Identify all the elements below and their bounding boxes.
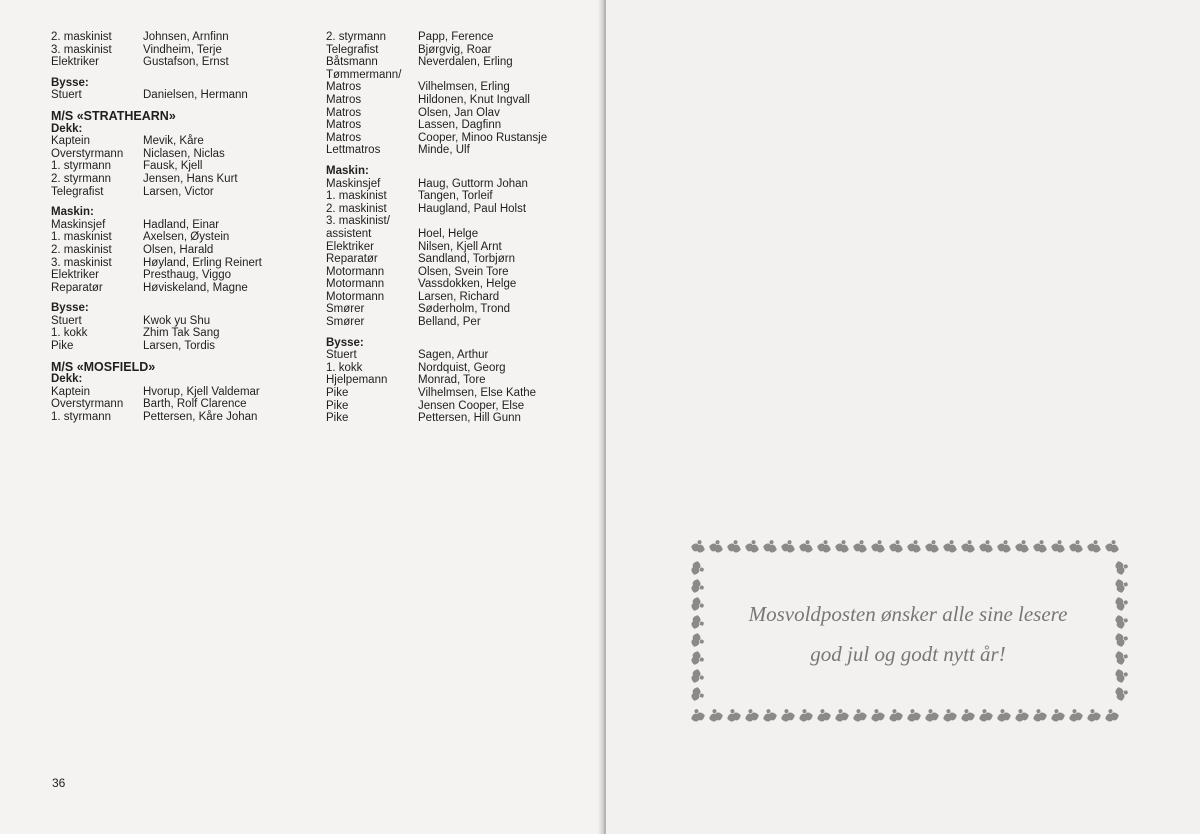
holly-leaf-icon bbox=[690, 578, 705, 595]
crew-name: Monrad, Tore bbox=[418, 374, 486, 387]
crew-entry bbox=[326, 69, 596, 82]
holly-leaf-icon bbox=[1031, 707, 1048, 722]
crew-name: Larsen, Victor bbox=[143, 185, 214, 198]
crew-name: Tangen, Torleif bbox=[418, 190, 493, 203]
crew-name: Hvorup, Kjell Valdemar bbox=[143, 385, 260, 398]
crew-entry bbox=[326, 132, 596, 145]
crew-role: Tømmermann/ bbox=[326, 68, 402, 81]
holly-leaf-icon bbox=[923, 707, 940, 722]
crew-entry bbox=[326, 190, 596, 203]
crew-name: Larsen, Richard bbox=[418, 290, 500, 303]
holly-leaf-icon bbox=[996, 540, 1013, 554]
crew-role: 3. maskinist/ bbox=[326, 215, 390, 228]
crew-name: Søderholm, Trond bbox=[418, 303, 511, 316]
holly-leaf-icon bbox=[1050, 540, 1067, 554]
holly-leaf-icon bbox=[1032, 540, 1049, 554]
holly-leaf-icon bbox=[690, 540, 707, 554]
holly-leaf-icon bbox=[743, 707, 760, 722]
crew-name: Mevik, Kåre bbox=[143, 135, 204, 148]
holly-leaf-icon bbox=[1085, 707, 1102, 722]
spacer bbox=[51, 198, 321, 206]
crew-list-column-2 bbox=[326, 31, 596, 425]
crew-name: Hildonen, Knut Ingvall bbox=[418, 93, 530, 106]
crew-role: 2. styrmann bbox=[326, 31, 387, 43]
crew-entry bbox=[326, 362, 596, 375]
crew-role: Matros bbox=[326, 131, 362, 144]
crew-entry bbox=[51, 315, 321, 328]
crew-entry bbox=[51, 269, 321, 282]
holly-leaf-icon bbox=[762, 540, 779, 554]
holly-leaf-icon bbox=[851, 707, 868, 722]
crew-entry bbox=[51, 327, 321, 340]
crew-role: 1. maskinist bbox=[51, 231, 112, 244]
holly-leaf-icon bbox=[906, 540, 923, 554]
holly-leaf-icon bbox=[977, 707, 994, 722]
crew-list-column-1 bbox=[51, 31, 321, 424]
greeting-line-1: Mosvoldposten ønsker alle sine lesere bbox=[748, 602, 1068, 626]
crew-name: Lassen, Dagfinn bbox=[418, 119, 502, 132]
crew-role: 1. kokk bbox=[326, 361, 363, 374]
holly-leaf-icon bbox=[744, 540, 761, 554]
holly-leaf-icon bbox=[869, 707, 886, 722]
crew-entry bbox=[51, 173, 321, 186]
holly-leaf-icon bbox=[816, 540, 833, 554]
crew-role: 1. kokk bbox=[51, 327, 88, 340]
crew-entry bbox=[326, 203, 596, 216]
holly-leaf-icon bbox=[960, 540, 977, 554]
holly-leaf-icon bbox=[707, 707, 724, 722]
crew-entry bbox=[326, 266, 596, 279]
crew-role: 2. maskinist bbox=[51, 31, 112, 43]
section-heading: Bysse: bbox=[326, 336, 364, 349]
holly-leaf-icon bbox=[834, 540, 851, 554]
crew-name: Pettersen, Kåre Johan bbox=[143, 411, 258, 424]
crew-entry bbox=[326, 278, 596, 291]
crew-name: Papp, Ference bbox=[418, 31, 494, 43]
section-heading: Maskin: bbox=[326, 164, 369, 177]
crew-name: Belland, Per bbox=[418, 316, 481, 329]
crew-name: Axelsen, Øystein bbox=[143, 231, 230, 244]
holly-leaf-icon bbox=[690, 686, 705, 703]
crew-name: Høviskeland, Magne bbox=[143, 281, 248, 294]
greeting-text bbox=[708, 594, 1108, 674]
crew-role: Motormann bbox=[326, 290, 385, 303]
section-heading: Dekk: bbox=[51, 373, 83, 386]
crew-role: Lettmatros bbox=[326, 144, 381, 157]
crew-name: Vindheim, Terje bbox=[143, 43, 222, 56]
holly-leaf-icon bbox=[1067, 707, 1084, 722]
crew-role: Pike bbox=[51, 340, 74, 353]
crew-role: Overstyrmann bbox=[51, 398, 124, 411]
crew-role: Hjelpemann bbox=[326, 374, 388, 387]
crew-name: Zhim Tak Sang bbox=[143, 327, 220, 340]
crew-role: assistent bbox=[326, 227, 372, 240]
crew-entry bbox=[51, 386, 321, 399]
holly-leaf-icon bbox=[815, 707, 832, 722]
crew-role: 1. styrmann bbox=[51, 411, 112, 424]
holly-leaf-icon bbox=[690, 596, 705, 613]
holly-leaf-icon bbox=[905, 707, 922, 722]
crew-name: Haug, Guttorm Johan bbox=[418, 177, 528, 190]
holly-leaf-icon bbox=[1068, 540, 1085, 554]
holly-leaf-icon bbox=[1014, 540, 1031, 554]
crew-role: Overstyrmann bbox=[51, 147, 124, 160]
crew-role: Matros bbox=[326, 93, 362, 106]
holly-leaf-icon bbox=[1049, 707, 1066, 722]
crew-role: Matros bbox=[326, 81, 362, 94]
crew-entry bbox=[326, 349, 596, 362]
crew-role: Telegrafist bbox=[51, 185, 104, 198]
crew-entry bbox=[326, 303, 596, 316]
crew-entry bbox=[51, 244, 321, 257]
holly-leaf-icon bbox=[852, 540, 869, 554]
ship-heading: M/S «STRATHEARN» bbox=[51, 108, 176, 123]
greeting-frame bbox=[688, 540, 1128, 725]
holly-leaf-icon bbox=[761, 707, 778, 722]
holly-leaf-icon bbox=[870, 540, 887, 554]
crew-entry bbox=[326, 228, 596, 241]
crew-name: Høyland, Erling Reinert bbox=[143, 256, 262, 269]
crew-role: Stuert bbox=[51, 89, 82, 102]
holly-leaf-icon bbox=[690, 614, 705, 631]
crew-entry bbox=[51, 219, 321, 232]
crew-name: Bjørgvig, Roar bbox=[418, 43, 492, 56]
spacer bbox=[326, 157, 596, 165]
crew-entry bbox=[51, 89, 321, 102]
crew-role: Kaptein bbox=[51, 385, 91, 398]
crew-role: Kaptein bbox=[51, 135, 91, 148]
crew-name: Neverdalen, Erling bbox=[418, 56, 513, 69]
crew-name: Olsen, Jan Olav bbox=[418, 106, 500, 119]
crew-name: Presthaug, Viggo bbox=[143, 269, 232, 282]
crew-role: Telegrafist bbox=[326, 43, 379, 56]
crew-entry bbox=[51, 411, 321, 424]
spacer bbox=[51, 69, 321, 77]
crew-role: Smører bbox=[326, 316, 365, 329]
holly-leaf-icon bbox=[942, 540, 959, 554]
crew-role: Pike bbox=[326, 387, 349, 400]
holly-leaf-icon bbox=[690, 668, 705, 685]
crew-entry bbox=[51, 257, 321, 270]
crew-name: Pettersen, Hill Gunn bbox=[418, 412, 521, 425]
crew-name: Jensen, Hans Kurt bbox=[143, 172, 238, 185]
crew-role: 3. maskinist bbox=[51, 43, 112, 56]
crew-role: Stuert bbox=[326, 349, 357, 362]
crew-entry bbox=[51, 398, 321, 411]
crew-entry bbox=[51, 186, 321, 199]
crew-name: Niclasen, Niclas bbox=[143, 147, 225, 160]
holly-leaf-icon bbox=[1114, 667, 1128, 684]
crew-entry bbox=[51, 31, 321, 44]
crew-entry bbox=[51, 56, 321, 69]
holly-leaf-icon bbox=[779, 707, 796, 722]
crew-name: Sandland, Torbjørn bbox=[418, 253, 515, 266]
crew-role: 2. maskinist bbox=[326, 202, 387, 215]
crew-entry bbox=[326, 387, 596, 400]
page-number: 36 bbox=[52, 776, 66, 790]
crew-entry bbox=[326, 31, 596, 44]
crew-role: Smører bbox=[326, 303, 365, 316]
crew-role: Maskinsjef bbox=[326, 177, 381, 190]
holly-leaf-icon bbox=[797, 707, 814, 722]
holly-leaf-icon bbox=[941, 707, 958, 722]
crew-entry bbox=[326, 107, 596, 120]
crew-name: Nordquist, Georg bbox=[418, 361, 506, 374]
spacer bbox=[326, 329, 596, 337]
holly-leaf-icon bbox=[1114, 649, 1128, 666]
crew-name: Sagen, Arthur bbox=[418, 349, 489, 362]
crew-entry bbox=[326, 291, 596, 304]
section-heading: Bysse: bbox=[51, 76, 89, 89]
crew-entry bbox=[51, 135, 321, 148]
holly-leaf-icon bbox=[780, 540, 797, 554]
crew-role: Elektriker bbox=[326, 240, 374, 253]
crew-name: Larsen, Tordis bbox=[143, 340, 216, 353]
crew-role: Elektriker bbox=[51, 56, 99, 69]
crew-role: Reparatør bbox=[51, 281, 103, 294]
holly-leaf-icon bbox=[798, 540, 815, 554]
crew-entry bbox=[51, 340, 321, 353]
holly-leaf-icon bbox=[959, 707, 976, 722]
holly-leaf-icon bbox=[689, 707, 706, 722]
crew-name: Fausk, Kjell bbox=[143, 160, 203, 173]
crew-role: Reparatør bbox=[326, 253, 378, 266]
crew-entry bbox=[326, 144, 596, 157]
crew-entry bbox=[326, 400, 596, 413]
crew-role: 3. maskinist bbox=[51, 256, 112, 269]
holly-leaf-icon bbox=[1086, 540, 1103, 554]
holly-leaf-icon bbox=[1103, 707, 1120, 722]
crew-entry bbox=[326, 81, 596, 94]
crew-entry bbox=[326, 253, 596, 266]
crew-entry bbox=[326, 56, 596, 69]
holly-leaf-icon bbox=[726, 540, 743, 554]
crew-role: 2. maskinist bbox=[51, 243, 112, 256]
ship-heading: M/S «MOSFIELD» bbox=[51, 359, 156, 374]
crew-entry bbox=[326, 316, 596, 329]
greeting-line-2: god jul og godt nytt år! bbox=[810, 642, 1006, 666]
crew-name: Hoel, Helge bbox=[418, 227, 479, 240]
crew-role: Motormann bbox=[326, 278, 385, 291]
crew-name: Nilsen, Kjell Arnt bbox=[418, 240, 502, 253]
holly-leaf-icon bbox=[888, 540, 905, 554]
crew-entry bbox=[326, 178, 596, 191]
crew-role: Pike bbox=[326, 412, 349, 425]
crew-role: 2. styrmann bbox=[51, 172, 112, 185]
crew-entry bbox=[326, 94, 596, 107]
crew-name: Cooper, Minoo Rustansje bbox=[418, 131, 548, 144]
crew-entry bbox=[51, 44, 321, 57]
holly-leaf-icon bbox=[690, 560, 705, 577]
section-heading: Dekk: bbox=[51, 122, 83, 135]
holly-leaf-icon bbox=[887, 707, 904, 722]
holly-leaf-icon bbox=[924, 540, 941, 554]
spacer bbox=[51, 294, 321, 302]
crew-name: Minde, Ulf bbox=[418, 144, 470, 157]
crew-name: Vassdokken, Helge bbox=[418, 278, 517, 291]
crew-name: Vilhelmsen, Else Kathe bbox=[418, 387, 537, 400]
crew-entry bbox=[51, 231, 321, 244]
crew-entry bbox=[326, 215, 596, 228]
crew-name: Olsen, Harald bbox=[143, 243, 214, 256]
crew-role: Båtsmann bbox=[326, 56, 378, 69]
crew-role: 1. styrmann bbox=[51, 160, 112, 173]
crew-name: Vilhelmsen, Erling bbox=[418, 81, 510, 94]
crew-role: Matros bbox=[326, 106, 362, 119]
crew-name: Haugland, Paul Holst bbox=[418, 202, 527, 215]
crew-entry bbox=[326, 119, 596, 132]
holly-leaf-icon bbox=[1114, 577, 1128, 594]
crew-name: Danielsen, Hermann bbox=[143, 89, 248, 102]
section-heading: Maskin: bbox=[51, 206, 94, 219]
crew-name: Kwok yu Shu bbox=[143, 314, 211, 327]
crew-role: Pike bbox=[326, 399, 349, 412]
crew-name: Olsen, Svein Tore bbox=[418, 265, 509, 278]
crew-role: Maskinsjef bbox=[51, 218, 106, 231]
holly-leaf-icon bbox=[708, 540, 725, 554]
holly-leaf-icon bbox=[1104, 540, 1121, 554]
crew-role: 1. maskinist bbox=[326, 190, 387, 203]
holly-leaf-icon bbox=[1114, 595, 1128, 612]
holly-leaf-icon bbox=[725, 707, 742, 722]
holly-leaf-icon bbox=[978, 540, 995, 554]
crew-name: Barth, Rolf Clarence bbox=[143, 398, 247, 411]
section-heading: Bysse: bbox=[51, 302, 89, 315]
crew-entry bbox=[51, 160, 321, 173]
crew-name: Jensen Cooper, Else bbox=[418, 399, 525, 412]
crew-role: Matros bbox=[326, 119, 362, 132]
crew-name: Gustafson, Ernst bbox=[143, 56, 229, 69]
holly-leaf-icon bbox=[833, 707, 850, 722]
crew-entry bbox=[51, 148, 321, 161]
crew-role: Elektriker bbox=[51, 269, 99, 282]
holly-leaf-icon bbox=[1114, 559, 1128, 576]
crew-name: Hadland, Einar bbox=[143, 218, 220, 231]
holly-leaf-icon bbox=[1114, 613, 1128, 630]
crew-entry bbox=[326, 374, 596, 387]
crew-entry bbox=[326, 44, 596, 57]
crew-entry bbox=[326, 412, 596, 425]
crew-entry bbox=[51, 282, 321, 295]
holly-leaf-icon bbox=[1013, 707, 1030, 722]
crew-role: Motormann bbox=[326, 265, 385, 278]
crew-entry bbox=[326, 241, 596, 254]
holly-leaf-icon bbox=[690, 650, 705, 667]
holly-leaf-icon bbox=[995, 707, 1012, 722]
holly-leaf-icon bbox=[1114, 631, 1128, 648]
holly-leaf-icon bbox=[690, 632, 705, 649]
crew-role: Stuert bbox=[51, 314, 82, 327]
holly-leaf-icon bbox=[1114, 685, 1128, 702]
crew-name: Johnsen, Arnfinn bbox=[143, 31, 229, 43]
